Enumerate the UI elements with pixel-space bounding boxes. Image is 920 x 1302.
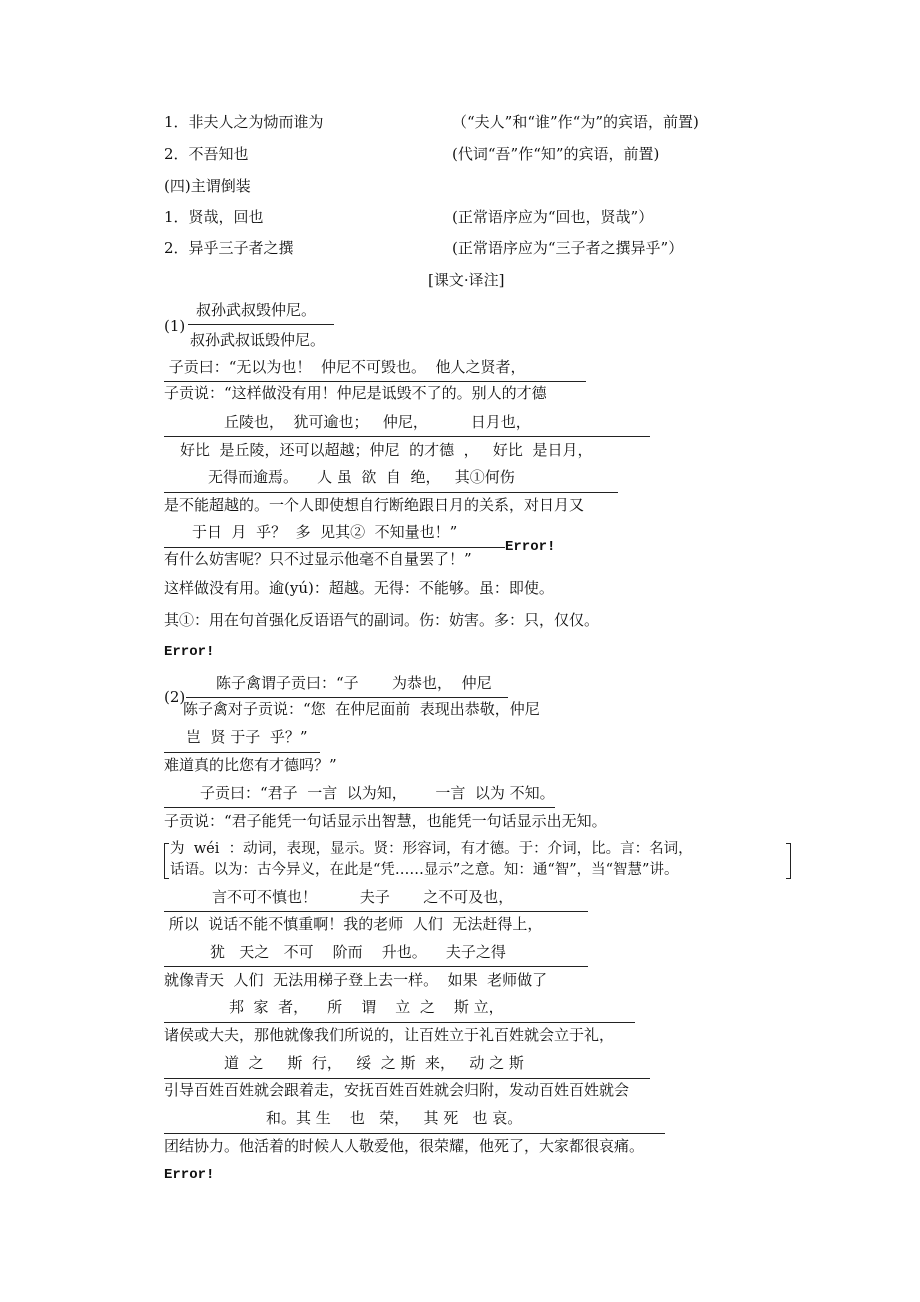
- translation-text: 叔孙武叔诋毁仲尼。: [190, 331, 326, 349]
- divider: [164, 436, 650, 437]
- note-text: 这样做没有用。逾(yú)：超越。无得：不能够。虽：即使。: [164, 579, 554, 597]
- note-text: 其①：用在句首强化反语语气的副词。伤：妨害。多：只，仅仅。: [164, 611, 600, 629]
- divider: [164, 1133, 665, 1134]
- divider: [164, 1078, 650, 1079]
- original-text: 犹 天之 不可 阶而 升也。 夫子之得: [210, 943, 506, 961]
- original-text: 陈子禽谓子贡曰：“子 为恭也， 仲尼: [216, 674, 492, 692]
- original-text: 言不可不慎也！ 夫子 之不可及也，: [212, 888, 514, 906]
- divider: [164, 381, 586, 382]
- example-note: （“夫人”和“谁”作“为”的宾语，前置): [452, 113, 699, 131]
- divider: [188, 324, 334, 325]
- section-heading: (四)主谓倒装: [164, 177, 251, 195]
- translation-text: 所以 说话不能不慎重啊！我的老师 人们 无法赶得上，: [164, 915, 543, 933]
- original-text: 和。其 生 也 荣， 其 死 也 哀。: [266, 1109, 523, 1127]
- example-note: (正常语序应为“回也，贤哉”）: [452, 208, 654, 226]
- note-text: 为 wéi ：动词，表现，显示。贤：形容词，有才德。于：介词，比。言：名词，: [170, 841, 693, 857]
- section-title: [课文·译注]: [428, 271, 505, 289]
- translation-text: 是不能超越的。一个人即使想自行断绝跟日月的关系，对日月又: [164, 496, 585, 514]
- left-bracket: [164, 843, 169, 879]
- original-text: 子贡曰：“无以为也！ 仲尼不可毁也。 他人之贤者，: [164, 358, 526, 376]
- original-text: 无得而逾焉。 人 虽 欲 自 绝， 其①何伤: [208, 468, 515, 486]
- right-bracket: [786, 843, 791, 879]
- original-text: 邦 家 者， 所 谓 立 之 斯 立，: [229, 998, 504, 1016]
- divider: [164, 547, 505, 548]
- translation-text: 好比 是丘陵，还可以超越；仲尼 的才德 ， 好比 是日月，: [180, 441, 593, 459]
- divider: [164, 911, 588, 912]
- original-text: 丘陵也， 犹可逾也； 仲尼， 日月也，: [224, 413, 531, 431]
- error-text: Error!: [505, 539, 556, 555]
- divider: [164, 807, 555, 808]
- translation-text: 子贡说：“君子能凭一句话显示出智慧，也能凭一句话显示出无知。: [164, 812, 607, 830]
- example-note: (代词“吾”作“知”的宾语，前置): [452, 145, 660, 163]
- translation-text: 诸侯或大夫，那他就像我们所说的，让百姓立于礼百姓就会立于礼，: [164, 1026, 615, 1044]
- original-text: 子贡曰：“君子 一言 以为知， 一言 以为 不知。: [200, 784, 555, 802]
- translation-text: 引导百姓百姓就会跟着走，安抚百姓百姓就会归附，发动百姓百姓就会: [164, 1081, 630, 1099]
- passage-label: (1): [164, 317, 186, 335]
- error-text: Error!: [164, 644, 215, 660]
- translation-text: 陈子禽对子贡说：“您 在仲尼面前 表现出恭敬，仲尼: [183, 700, 540, 718]
- error-text: Error!: [164, 1167, 215, 1183]
- divider: [164, 1022, 635, 1023]
- example-text: 2．异乎三子者之撰: [164, 239, 294, 257]
- translation-text: 团结协力。他活着的时候人人敬爱他，很荣耀，他死了，大家都很哀痛。: [164, 1137, 645, 1155]
- original-text: 岂 贤 于子 乎？”: [186, 728, 308, 746]
- divider: [164, 492, 618, 493]
- divider: [186, 697, 508, 698]
- example-text: 1．非夫人之为恸而谁为: [164, 113, 324, 131]
- translation-text: 就像青天 人们 无法用梯子登上去一样。 如果 老师做了: [164, 971, 548, 989]
- note-text: 话语。以为：古今异义，在此是“凭……显示”之意。知：通“智”，当“智慧”讲。: [170, 862, 679, 878]
- passage-label: (2): [164, 688, 186, 706]
- translation-text: 难道真的比您有才德吗？”: [164, 756, 337, 774]
- original-text: 于日 月 乎？ 多 见其② 不知量也！”: [192, 523, 458, 541]
- original-text: 叔孙武叔毁仲尼。: [196, 301, 317, 319]
- example-note: (正常语序应为“三子者之撰异乎”）: [452, 239, 684, 257]
- example-text: 1．贤哉，回也: [164, 208, 264, 226]
- original-text: 道 之 斯 行， 绥 之 斯 来， 动 之 斯: [224, 1054, 524, 1072]
- translation-text: 子贡说：“这样做没有用！仲尼是诋毁不了的。别人的才德: [164, 384, 547, 402]
- translation-text: 有什么妨害呢？只不过显示他毫不自量罢了！”: [164, 550, 472, 568]
- example-text: 2．不吾知也: [164, 145, 249, 163]
- divider: [164, 966, 588, 967]
- divider: [164, 752, 320, 753]
